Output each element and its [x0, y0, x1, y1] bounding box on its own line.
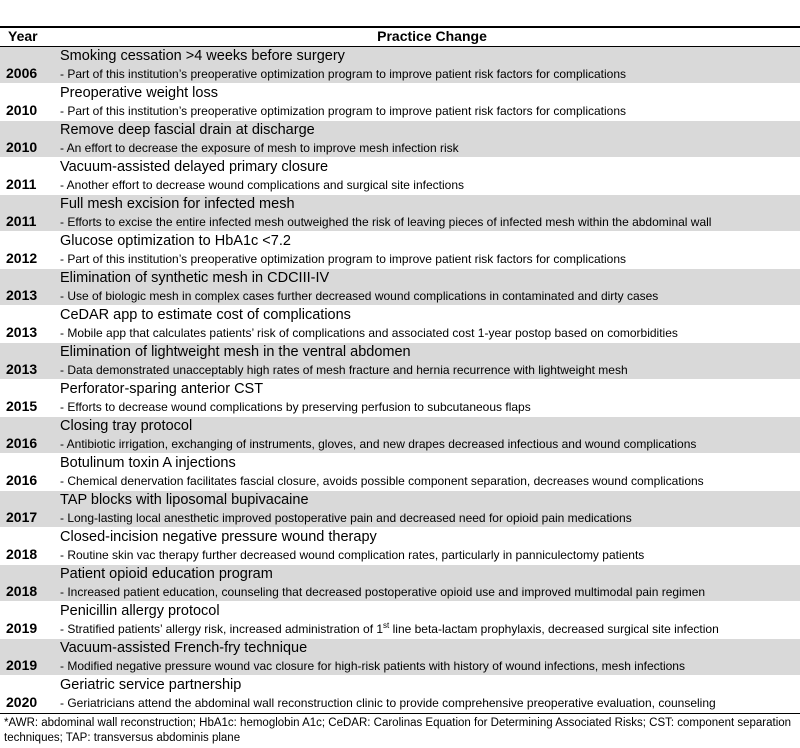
row-description: - Data demonstrated unacceptably high rates of mesh fracture and hernia recurrence with lightweight mesh	[60, 363, 628, 377]
table-row	[0, 528, 800, 565]
row-year: 2017	[6, 509, 38, 525]
row-year: 2019	[6, 657, 38, 673]
table-row	[0, 269, 800, 306]
row-description: - Chemical denervation facilitates fascial closure, avoids possible component separation, decreases wound complications	[60, 474, 704, 488]
row-title: Closed-incision negative pressure wound therapy	[60, 529, 377, 545]
row-title: Vacuum-assisted French-fry technique	[60, 640, 308, 656]
row-description: - Part of this institution’s preoperative optimization program to improve patient risk factors for complications	[60, 67, 627, 81]
row-description: - Long-lasting local anesthetic improved postoperative pain and decreased need for opioid pain medications	[60, 511, 632, 525]
row-title: CeDAR app to estimate cost of complications	[60, 307, 351, 323]
table-row	[0, 454, 800, 491]
table-row	[0, 232, 800, 269]
row-description: - Efforts to decrease wound complications by preserving perfusion to subcutaneous flaps	[60, 400, 531, 414]
row-description: - Use of biologic mesh in complex cases further decreased wound complications in contaminated and dirty cases	[60, 289, 659, 303]
row-year: 2016	[6, 435, 38, 451]
row-title: Remove deep fascial drain at discharge	[60, 122, 315, 138]
row-title: Perforator-sparing anterior CST	[60, 381, 264, 397]
table-header	[0, 27, 800, 46]
row-description: - Mobile app that calculates patients’ risk of complications and associated cost 1-year postop based on comorbidities	[60, 326, 678, 340]
row-description: - Stratified patients’ allergy risk, increased administration of 1st line beta-lactam prophylaxis, decreased surgical site infection	[60, 621, 719, 636]
row-year: 2015	[6, 398, 38, 414]
row-description: - Part of this institution’s preoperative optimization program to improve patient risk factors for complications	[60, 104, 627, 118]
year-column-header: Year	[8, 28, 38, 44]
row-title: Patient opioid education program	[60, 566, 273, 582]
table-row	[0, 158, 800, 195]
row-year: 2011	[6, 213, 37, 229]
table-row	[0, 602, 800, 639]
row-description: - Another effort to decrease wound complications and surgical site infections	[60, 178, 465, 192]
row-description: - Increased patient education, counseling that decreased postoperative opioid use and improved multimodal pain regimen	[60, 585, 706, 599]
row-description: - Modified negative pressure wound vac closure for high-risk patients with history of wound infections, mesh infections	[60, 659, 685, 673]
table-row	[0, 121, 800, 158]
row-title: TAP blocks with liposomal bupivacaine	[60, 492, 309, 508]
row-title: Vacuum-assisted delayed primary closure	[60, 159, 329, 175]
table-row	[0, 47, 800, 84]
row-title: Geriatric service partnership	[60, 677, 242, 693]
table-row	[0, 565, 800, 602]
row-title: Botulinum toxin A injections	[60, 455, 236, 471]
row-title: Smoking cessation >4 weeks before surgery	[60, 48, 345, 64]
row-description: - Routine skin vac therapy further decreased wound complication rates, particularly in panniculectomy patients	[60, 548, 645, 562]
row-year: 2013	[6, 287, 38, 303]
row-year: 2016	[6, 472, 38, 488]
row-year: 2010	[6, 139, 38, 155]
table-row	[0, 639, 800, 676]
row-year: 2012	[6, 250, 38, 266]
row-year: 2020	[6, 694, 38, 710]
row-title: Preoperative weight loss	[60, 85, 218, 101]
table-row	[0, 306, 800, 343]
row-title: Elimination of lightweight mesh in the ventral abdomen	[60, 344, 411, 360]
row-year: 2019	[6, 620, 38, 636]
row-year: 2010	[6, 102, 38, 118]
row-description: - Geriatricians attend the abdominal wall reconstruction clinic to provide comprehensive preoperative evaluation, counseling	[60, 696, 716, 710]
table-row	[0, 84, 800, 121]
table-bottom-rule	[0, 713, 800, 714]
table-row	[0, 343, 800, 380]
row-title: Glucose optimization to HbA1c <7.2	[60, 233, 291, 249]
table-row	[0, 491, 800, 528]
row-title: Closing tray protocol	[60, 418, 193, 434]
row-year: 2018	[6, 583, 38, 599]
row-title: Penicillin allergy protocol	[60, 603, 220, 619]
row-description: - Efforts to excise the entire infected mesh outweighed the risk of leaving pieces of infected mesh within the abdominal wall	[60, 215, 712, 229]
table-row	[0, 380, 800, 417]
row-description: - Part of this institution’s preoperative optimization program to improve patient risk factors for complications	[60, 252, 627, 266]
row-description: - Antibiotic irrigation, exchanging of instruments, gloves, and new drapes decreased infectious and wound complications	[60, 437, 697, 451]
row-year: 2013	[6, 324, 38, 340]
row-year: 2013	[6, 361, 38, 377]
table-footnote: *AWR: abdominal wall reconstruction; HbA1c: hemoglobin A1c; CeDAR: Carolinas Equation for Determining Associated Risks; CST: component separation techniques; TAP: transversus abdominis plane	[4, 717, 792, 744]
row-year: 2006	[6, 65, 38, 81]
table-row	[0, 195, 800, 232]
row-year: 2011	[6, 176, 37, 192]
practice-change-column-header: Practice Change	[377, 28, 487, 44]
row-title: Elimination of synthetic mesh in CDCIII-IV	[60, 270, 330, 286]
row-title: Full mesh excision for infected mesh	[60, 196, 295, 212]
table-row	[0, 417, 800, 454]
row-year: 2018	[6, 546, 38, 562]
row-description: - An effort to decrease the exposure of mesh to improve mesh infection risk	[60, 141, 459, 155]
table-row	[0, 676, 800, 713]
